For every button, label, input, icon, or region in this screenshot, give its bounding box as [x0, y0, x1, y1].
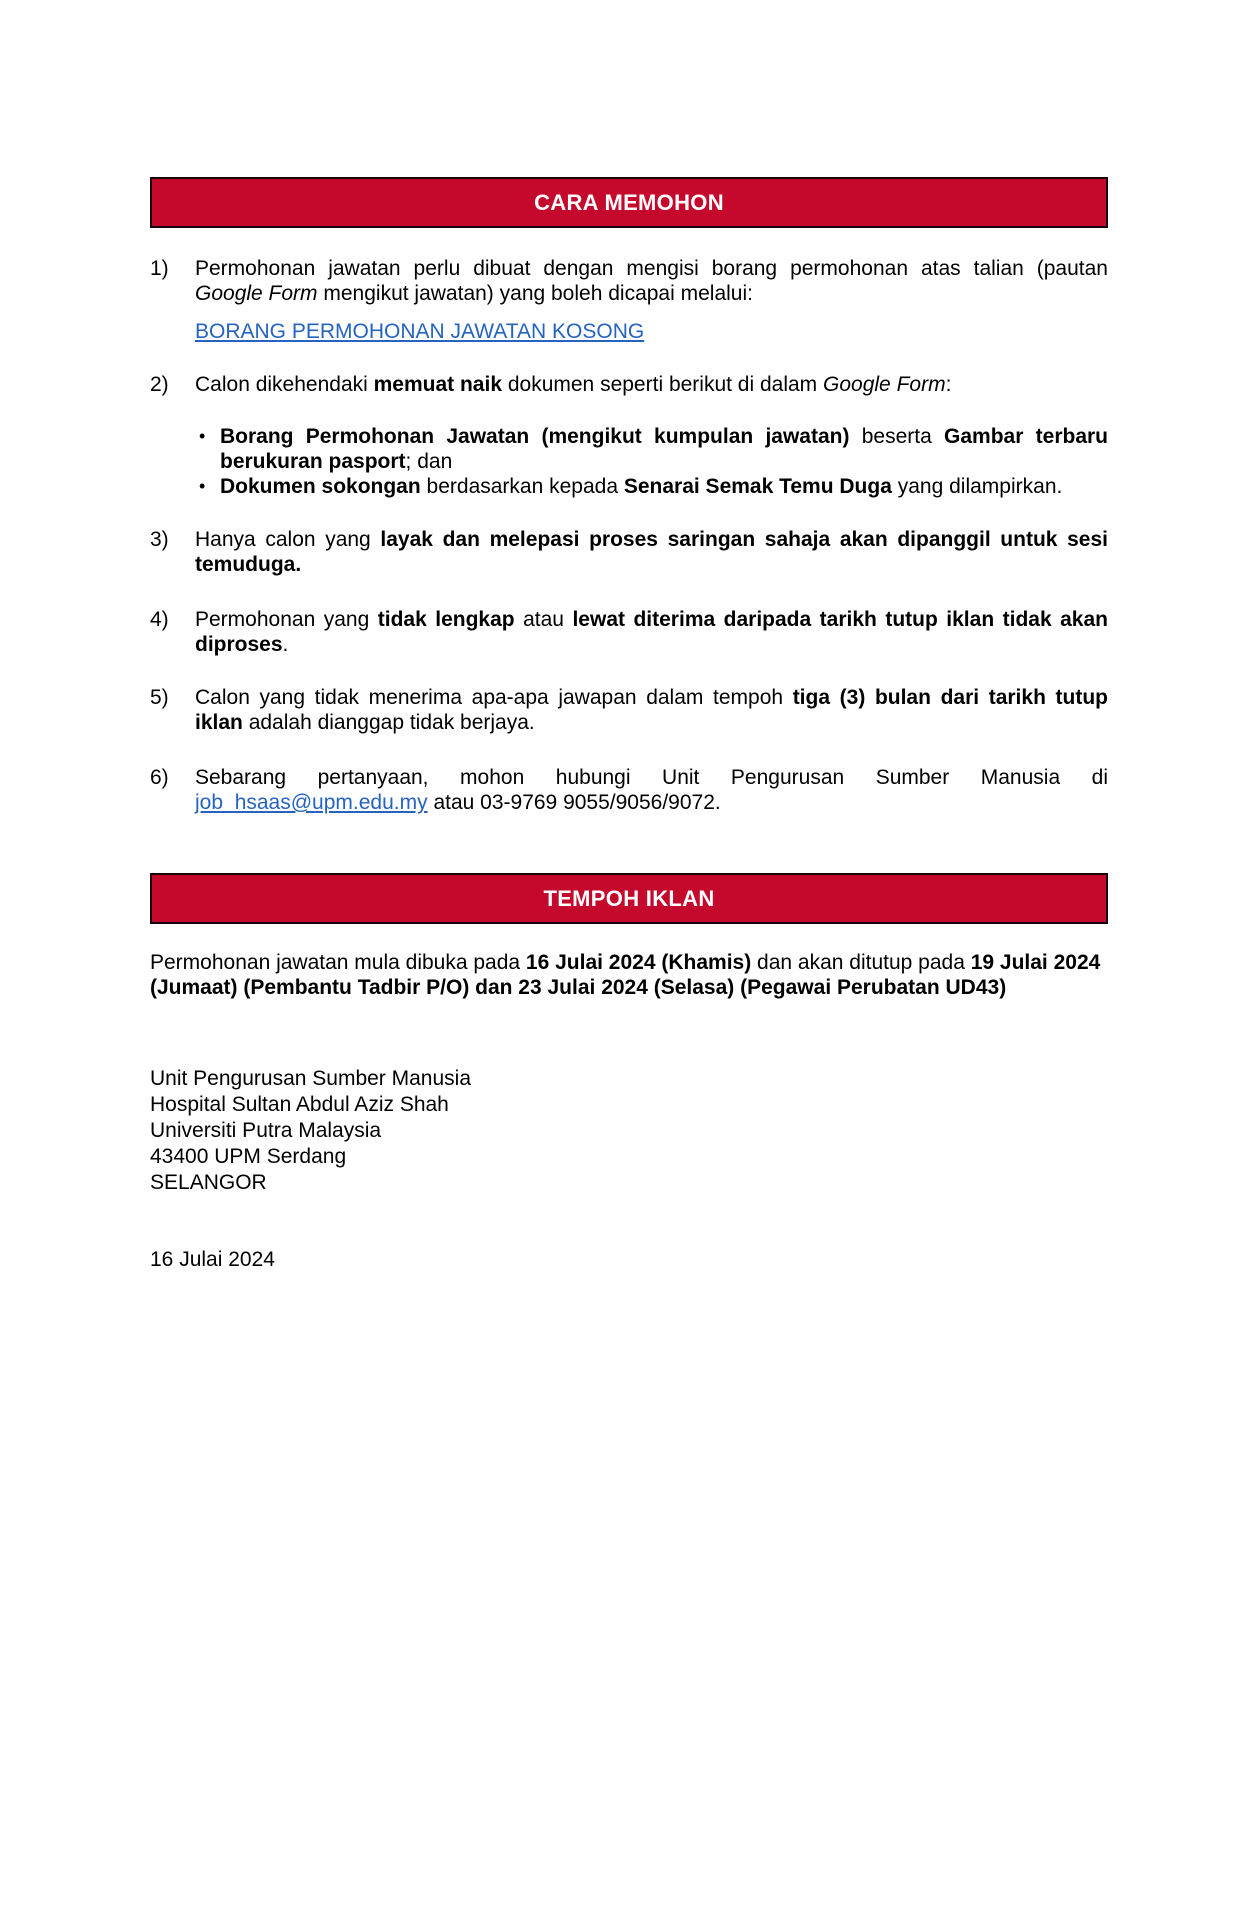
list-item-1 — [150, 256, 1108, 344]
list-item-6-number: 6) — [150, 766, 169, 789]
bullet-item-1 — [195, 424, 1108, 474]
cara-memohon-banner-title: CARA MEMOHON — [534, 189, 724, 215]
address-line-unit: Unit Pengurusan Sumber Manusia — [150, 1067, 472, 1090]
address-line-university: Universiti Putra Malaysia — [150, 1119, 382, 1142]
list-item-5 — [150, 685, 1108, 735]
list-item-1-number: 1) — [150, 257, 169, 280]
list-item-2-number: 2) — [150, 373, 169, 396]
list-item-3 — [150, 527, 1108, 577]
address-line-postcode: 43400 UPM Serdang — [150, 1145, 347, 1168]
bullet-item-2-text: Dokumen sokongan berdasarkan kepada Senarai Semak Temu Duga yang dilampirkan. — [220, 475, 1063, 498]
list-item-4 — [150, 607, 1108, 657]
email-link[interactable]: job_hsaas@upm.edu.my — [195, 791, 428, 814]
tempoh-iklan-paragraph: Permohonan jawatan mula dibuka pada 16 Julai 2024 (Khamis) dan akan ditutup pada 19 Julai 2024 (Jumaat) (Pembantu Tadbir P/O) dan 23 Julai 2024 (Selasa) (Pegawai Perubatan UD43) — [150, 951, 1101, 999]
cara-memohon-banner — [150, 177, 1108, 228]
item-2-bullet-list — [195, 424, 1108, 499]
address-line-hospital: Hospital Sultan Abdul Aziz Shah — [150, 1093, 449, 1116]
list-item-3-text: Hanya calon yang layak dan melepasi proses saringan sahaja akan dipanggil untuk sesi temuduga. — [195, 528, 1108, 576]
document-date: 16 Julai 2024 — [150, 1248, 275, 1271]
list-item-4-text: Permohonan yang tidak lengkap atau lewat diterima daripada tarikh tutup iklan tidak akan diproses. — [195, 608, 1108, 656]
bullet-item-1-text: Borang Permohonan Jawatan (mengikut kumpulan jawatan) beserta Gambar terbaru berukuran pasport; dan — [220, 425, 1108, 473]
bullet-item-2 — [195, 474, 1108, 499]
borang-permohonan-link[interactable]: BORANG PERMOHONAN JAWATAN KOSONG — [195, 320, 645, 343]
address-line-state: SELANGOR — [150, 1171, 267, 1194]
bullet-marker-icon: • — [199, 476, 206, 496]
list-item-5-text: Calon yang tidak menerima apa-apa jawapan dalam tempoh tiga (3) bulan dari tarikh tutup iklan adalah dianggap tidak berjaya. — [195, 686, 1108, 734]
tempoh-iklan-banner — [150, 873, 1108, 924]
list-item-2-text: Calon dikehendaki memuat naik dokumen seperti berikut di dalam Google Form: — [195, 373, 952, 396]
document-page — [0, 177, 1241, 1272]
list-item-6-text: Sebarang pertanyaan, mohon hubungi Unit Pengurusan Sumber Manusia di job_hsaas@upm.edu.my atau 03-9769 9055/9056/9072. — [195, 766, 1108, 814]
bullet-marker-icon: • — [199, 426, 206, 446]
list-item-4-number: 4) — [150, 608, 169, 631]
list-item-5-number: 5) — [150, 686, 169, 709]
list-item-6 — [150, 765, 1108, 815]
list-item-3-number: 3) — [150, 528, 169, 551]
list-item-2 — [150, 372, 1108, 499]
address-block — [150, 1066, 1108, 1196]
tempoh-iklan-banner-title: TEMPOH IKLAN — [543, 885, 715, 911]
list-item-1-text: Permohonan jawatan perlu dibuat dengan mengisi borang permohonan atas talian (pautan Google Form mengikut jawatan) yang boleh dicapai melalui: — [195, 257, 1108, 305]
